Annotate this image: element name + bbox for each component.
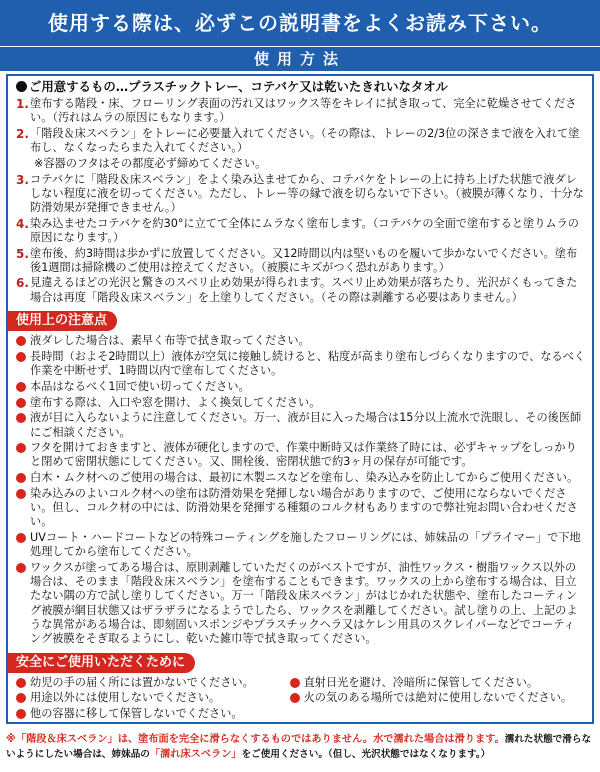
- safety-text: 他の容器に移して保管しないでください。: [30, 707, 243, 721]
- red-dot-icon: [16, 471, 30, 485]
- safety-item: [290, 676, 575, 690]
- usage-step: [16, 247, 586, 275]
- header-banner: 使用する際は、必ずこの説明書をよくお読み下さい。: [0, 0, 600, 46]
- step-text: コテバケに「階段＆床スベラン」をよく染み込ませてから、コテバケをトレーの上に持ち上げた状態で液ダレしない程度に液を切ってください。ただし、トレー等の縁で液を切らないで下さい。（被膜が薄くなり、十分な防滑効果が発揮できません。）: [30, 172, 584, 214]
- caution-text: 液が目に入らないように注意してください。万一、液が目に入った場合は15分以上流水で洗眼し、その後医師にご相談ください。: [30, 411, 582, 439]
- step-number: 1.: [16, 97, 29, 111]
- caution-item: [16, 396, 586, 410]
- caution-text: 本品はなるべく1回で使い切ってください。: [30, 379, 250, 393]
- red-dot-icon: [16, 334, 30, 348]
- safety-list: [16, 676, 586, 723]
- caution-item: [16, 531, 586, 559]
- red-dot-icon: [16, 396, 30, 410]
- footer-line2-pre: 濡れた状態で滑らないようにしたい場合は、姉妹品の: [6, 734, 592, 760]
- step-number: 5.: [16, 246, 29, 261]
- red-dot-icon: [16, 350, 30, 378]
- bullet-dot-icon: [16, 81, 27, 92]
- caution-text: 白木・ムク材へのご使用の場合は、最初に木製ニスなどを塗布し、染み込みを防止してからご使用ください。: [30, 471, 579, 485]
- caution-item: [16, 561, 586, 646]
- safety-text: 火の気のある場所では絶対に使用しないでください。: [303, 691, 573, 705]
- caution-item: [16, 441, 586, 469]
- usage-title: 使用方法: [253, 50, 346, 68]
- caution-text: 塗布する際は、入口や窓を開け、よく換気してください。: [30, 395, 321, 409]
- step-text: 見違えるほどの光沢と驚きのスベリ止め効果が得られます。スベリ止め効果が落ちたり、光沢がくもってきた場合は再度「階段＆床スベラン」を上塗りしてください。（その際は剥離する必要はありません。）: [30, 276, 578, 304]
- footer-mark: ※: [6, 734, 16, 745]
- usage-step: [16, 276, 586, 304]
- safety-label: 安全にご使用いただくために: [8, 653, 195, 673]
- red-dot-icon: [16, 531, 30, 559]
- step-number: 4.: [16, 216, 29, 231]
- caution-text: 染み込みのよいコルク材への塗布は防滑効果を発揮しない場合がありますので、ご使用にならないでください。但し、コルク材の中には、防滑効果を発揮する種類のコルク材もありますので弊社宛お問い合わせください。: [30, 486, 578, 529]
- safety-item: [16, 691, 290, 705]
- red-dot-icon: [16, 691, 30, 705]
- footer-warning: 「階段＆床スベラン」は、塗布面を完全に滑らなくするものではありません。水で濡れた場合は滑ります。: [15, 734, 505, 745]
- red-dot-icon: [16, 441, 30, 469]
- caution-item: [16, 471, 586, 485]
- caution-item: [16, 350, 586, 378]
- container-note: ※容器のフタはその都度必ず締めてください。: [34, 156, 267, 170]
- step-text: 塗布する階段・床、フローリング表面の汚れ又はワックス等をキレイに拭き取って、完全に乾燥させてください。（汚れはムラの原因にもなります。）: [30, 97, 577, 125]
- usage-step: [16, 173, 586, 216]
- step-text: 染み込ませたコテバケを約30°に立てて全体にムラなく塗布します。（コテバケの全面で塗布すると塗りムラの原因になります。）: [30, 216, 579, 244]
- red-dot-icon: [16, 561, 30, 646]
- red-dot-icon: [290, 676, 304, 690]
- step-number: 2.: [16, 126, 29, 141]
- red-dot-icon: [16, 380, 30, 394]
- usage-step: [16, 217, 586, 245]
- red-dot-icon: [16, 707, 30, 721]
- usage-step: [16, 127, 586, 155]
- red-dot-icon: [16, 487, 30, 530]
- footer-note: [6, 732, 594, 770]
- red-dot-icon: [16, 411, 30, 439]
- red-dot-icon: [16, 676, 30, 690]
- footer-product-name: 「濡れ床スベラン」: [149, 749, 242, 760]
- safety-item: [16, 707, 290, 721]
- instructions-panel: [6, 74, 594, 724]
- caution-item: [16, 411, 586, 439]
- usage-section-header: [0, 46, 600, 71]
- prep-text: ご用意するもの…プラスチックトレー、コテバケ又は乾いたきれいなタオル: [29, 79, 449, 94]
- usage-step: [16, 97, 586, 125]
- safety-text: 用途以外には使用しないでください。: [30, 691, 221, 705]
- caution-text: 液ダレした場合は、素早く布等で拭き取ってください。: [30, 334, 310, 348]
- caution-text: UVコート・ハードコートなどの特殊コーティングを施したフローリングには、姉妹品の「プライマー」で下地処理してから塗布してください。: [30, 530, 581, 559]
- caution-text: ワックスが塗ってある場合は、原則剥離していただくのがベストですが、油性ワックス・樹脂ワックス以外の場合は、そのまま「階段＆床スベラン」を塗布することもできます。ワックスの上から塗布する場合は、目立たない隅の方で試し塗りしてください。万一「階段＆床スベラン」がはじかれた状態や、塗布したコーティング被膜が網目状態又はザラザラになるようでしたら、ワックスを剥離してください。試し塗りの上、上記のような異常がある場合は、即刻固いスポンジやプラスチックヘラ又はケレン用具のスクレイパーなどでコーティング被膜をそぎ取るようにし、乾いた雑巾等で拭き取ってください。: [30, 560, 578, 645]
- caution-item: [16, 380, 586, 394]
- safety-item: [290, 691, 575, 705]
- safety-text: 幼児の手の届く所には置かないでください。: [30, 675, 254, 689]
- caution-item: [16, 334, 586, 348]
- safety-text: 直射日光を避け、冷暗所に保管してください。: [303, 675, 539, 689]
- caution-text: フタを開けておきますと、液体が硬化しますので、作業中断時又は作業終了時には、必ずキャップをしっかりと閉めて密閉状態にしてください。又、開栓後、密閉状態で約3ヶ月の保存が可能です。: [30, 441, 577, 469]
- footer-line2-post: をご使用ください。（但し、光沢状態ではなくなります。）: [241, 749, 491, 760]
- caution-item: [16, 487, 586, 530]
- step-text: 塗布後、約3時間は歩かずに放置してください。又12時間以内は堅いものを履いて歩かないでください。塗布後1週間は掃除機のご使用は控えてください。（被膜にキズがつく恐れがあります。）: [30, 246, 578, 274]
- step-number: 3.: [16, 172, 29, 187]
- prep-line: [16, 79, 586, 95]
- red-dot-icon: [290, 691, 304, 705]
- caution-text: 長時間（およそ2時間以上）液体が空気に接触し続けると、粘度が高まり塗布しづらくなりますので、なるべく作業を中断せず、1時間以内で塗布してください。: [30, 350, 586, 378]
- cautions-label: 使用上の注意点: [8, 311, 117, 331]
- safety-item: [16, 676, 290, 690]
- step-number: 6.: [16, 276, 29, 291]
- step-text: 「階段＆床スベラン」をトレーに必要量入れてください。（その際は、トレーの2/3位の深さまで液を入れて塗布し、なくなったらまた入れてください。）: [30, 126, 580, 155]
